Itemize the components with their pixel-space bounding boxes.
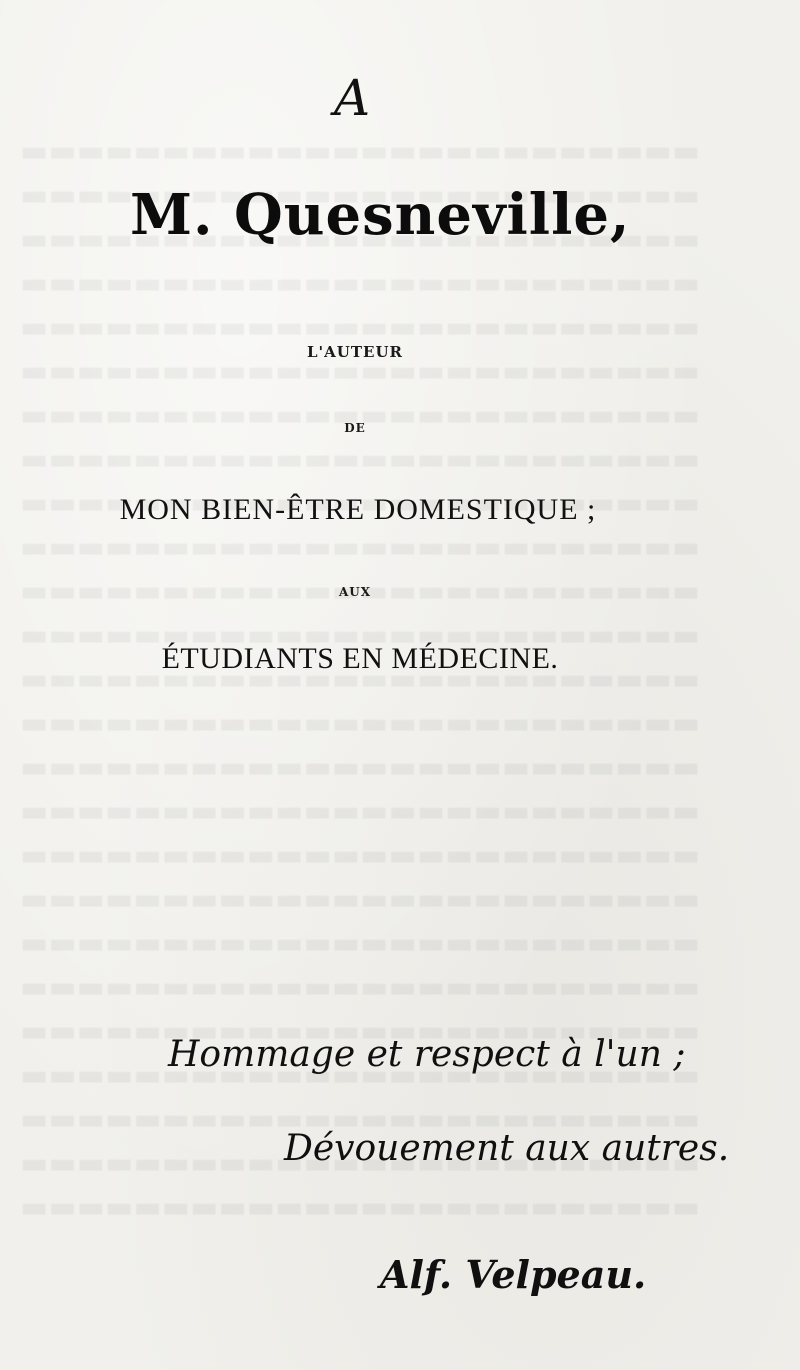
dedication-recipient: M. Quesneville, bbox=[130, 182, 631, 248]
signature: Alf. Velpeau. bbox=[380, 1252, 647, 1297]
de-line: DE bbox=[344, 421, 366, 435]
motto-line-1: Hommage et respect à l'un ; bbox=[168, 1034, 686, 1075]
students-line: ÉTUDIANTS EN MÉDECINE. bbox=[161, 642, 559, 675]
aux-line: AUX bbox=[338, 585, 372, 599]
book-title: MON BIEN-ÊTRE DOMESTIQUE ; bbox=[119, 493, 597, 526]
dedication-to: A bbox=[333, 69, 371, 127]
author-line: L'AUTEUR bbox=[306, 343, 403, 361]
motto-line-2: Dévouement aux autres. bbox=[284, 1128, 730, 1169]
